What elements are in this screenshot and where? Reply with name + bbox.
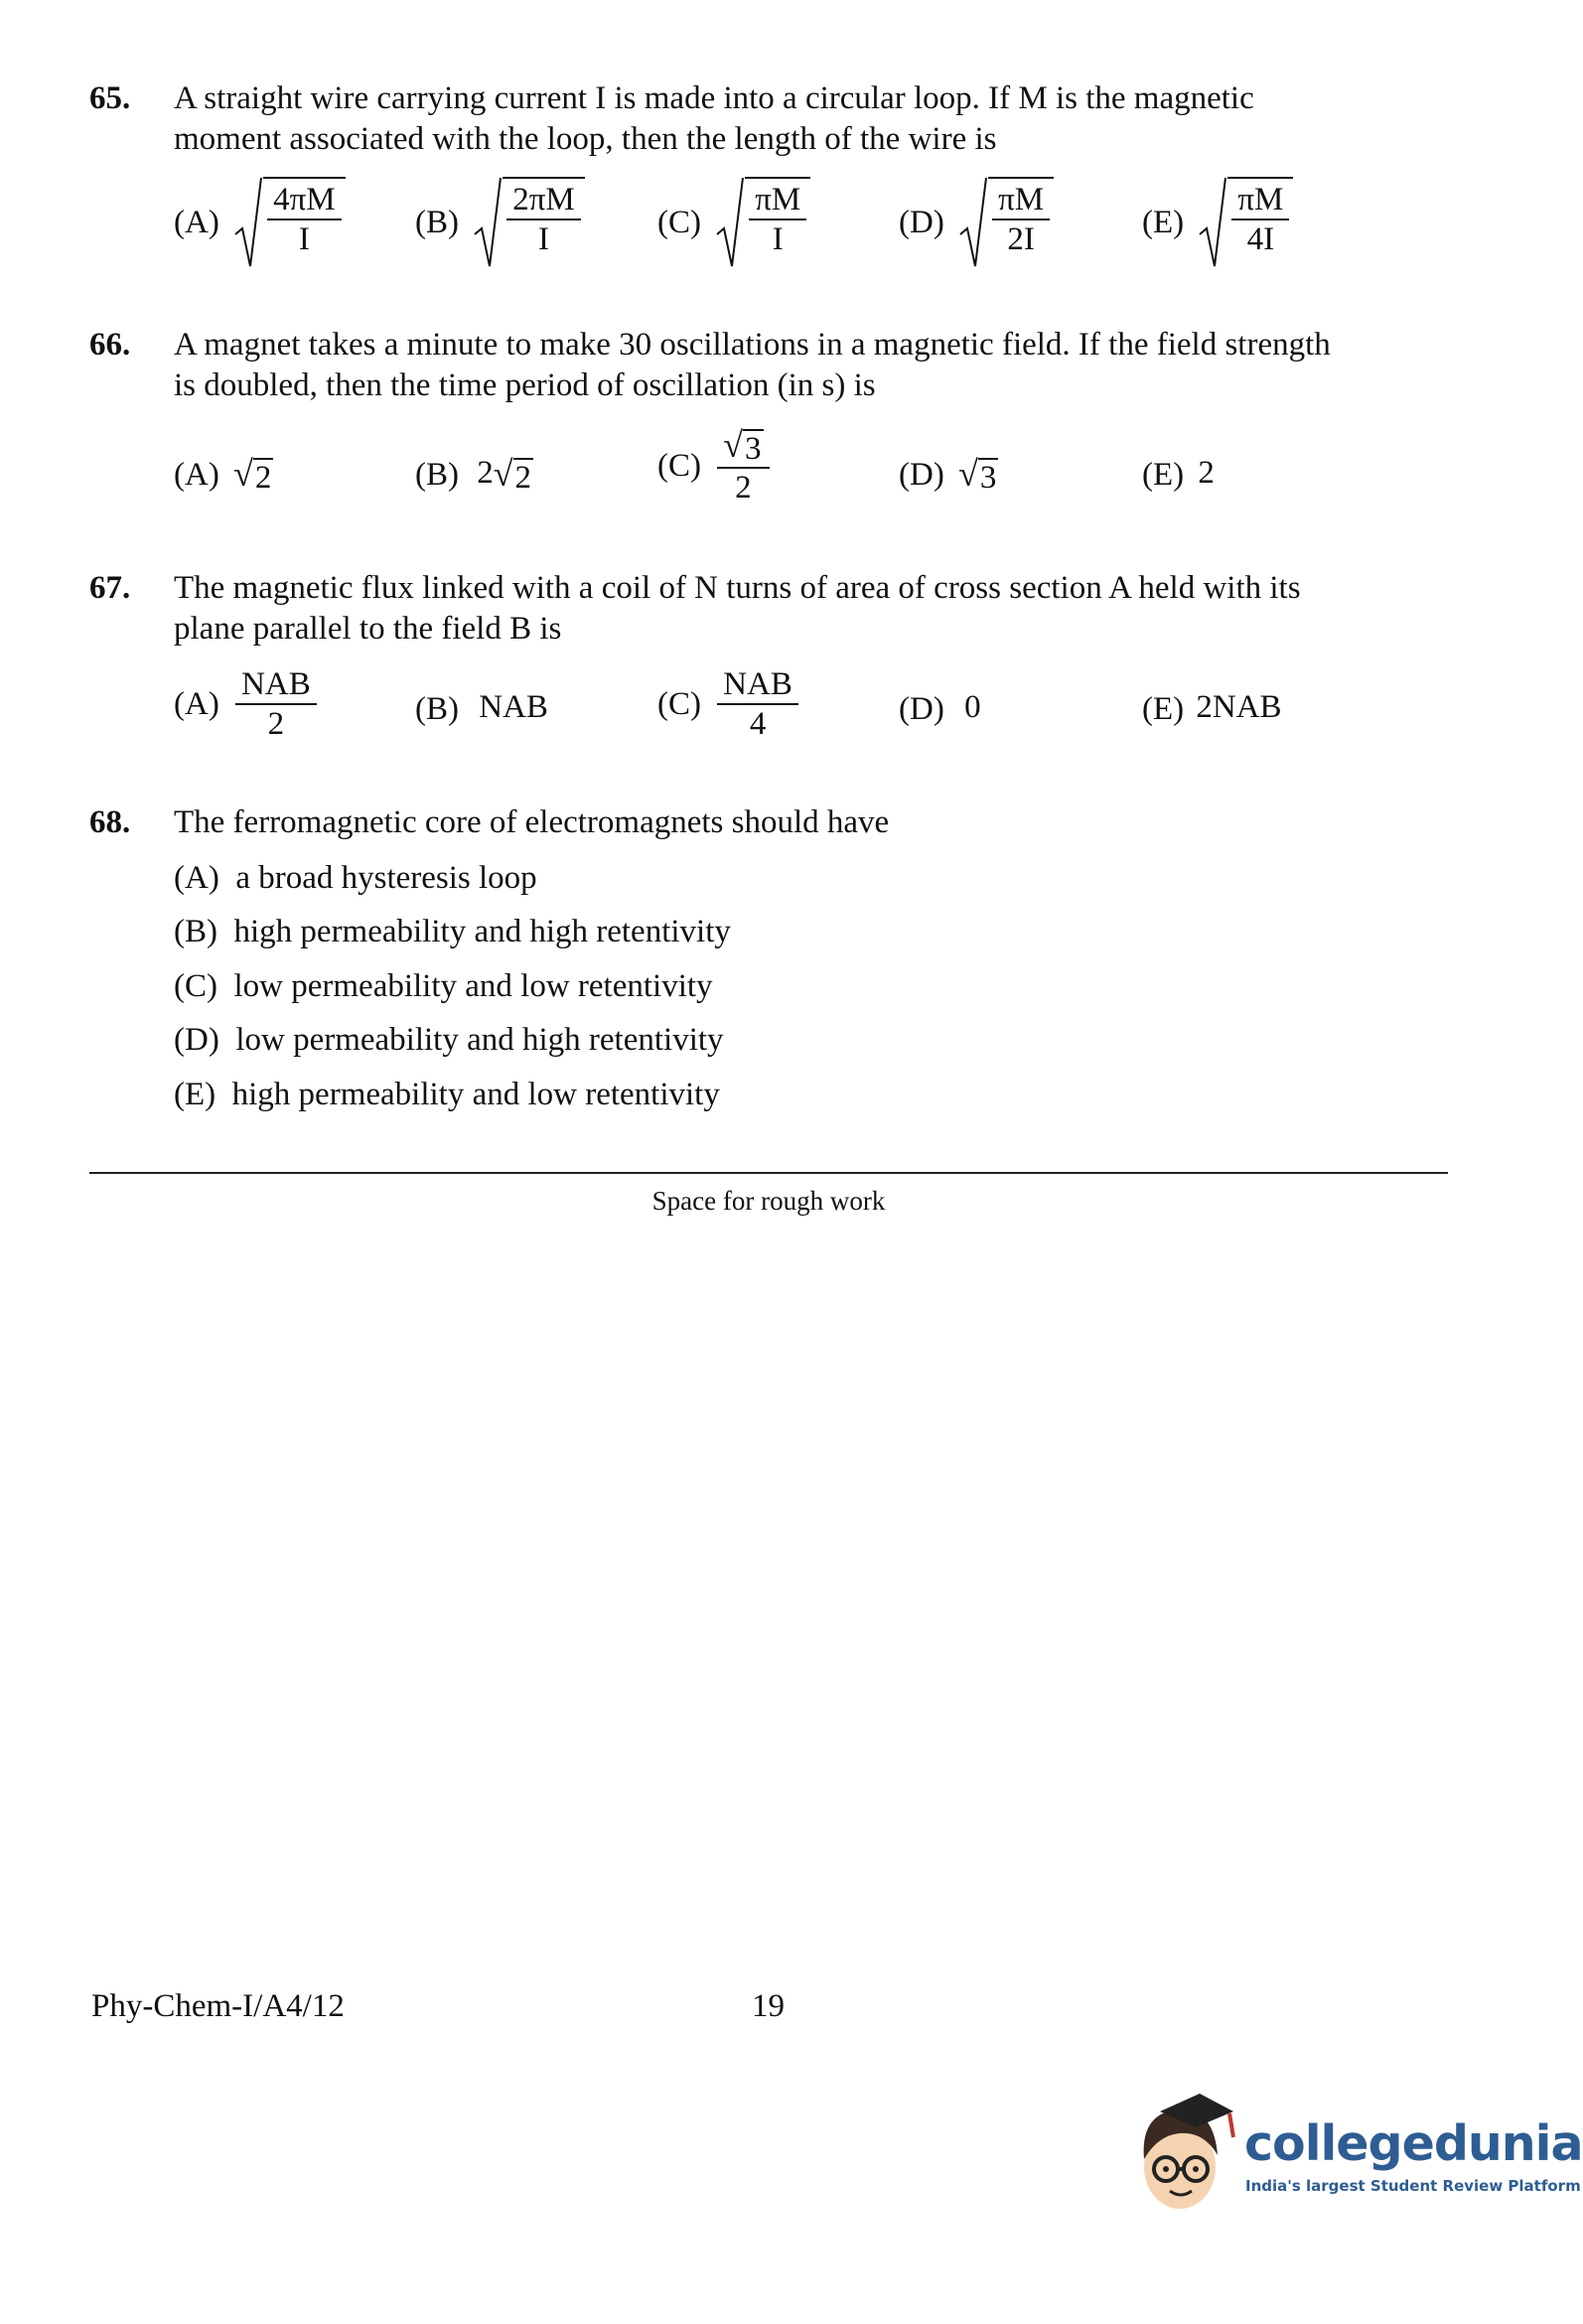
denominator: I [772, 221, 784, 257]
stem-line: The magnetic flux linked with a coil of N turns of area of cross section A held with its [174, 570, 1301, 606]
numerator: NAB [241, 666, 311, 702]
option-label: (B) [415, 691, 459, 728]
option-label: (D) [174, 1022, 219, 1058]
option-text: low permeability and low retentivity [233, 968, 713, 1004]
option-label: (A) [174, 686, 219, 722]
option-65d [899, 177, 1054, 268]
option-65e [1142, 177, 1293, 268]
option-66a [174, 453, 273, 496]
question-number: 67. [89, 570, 131, 606]
option-label: (C) [657, 686, 701, 722]
option-label: (E) [174, 1077, 216, 1112]
option-text: 2NAB [1196, 689, 1282, 725]
option-text: 0 [964, 689, 981, 725]
option-label: (A) [174, 860, 219, 896]
square-root [958, 177, 1054, 268]
square-root: √ 2 [233, 454, 272, 497]
stem-line: moment associated with the loop, then the length of the wire is [174, 121, 997, 157]
option-67b [415, 687, 548, 729]
square-root: √ 2 [493, 454, 532, 497]
question-stem [174, 325, 1445, 406]
numerator: πM [998, 182, 1045, 218]
option-text: a broad hysteresis loop [235, 860, 537, 896]
option-label: (A) [174, 457, 219, 494]
option-label: (E) [1142, 205, 1185, 240]
option-text: low permeability and high retentivity [235, 1022, 724, 1058]
square-root [473, 177, 585, 268]
option-label: (C) [657, 205, 701, 240]
option-label: (D) [899, 205, 944, 240]
option-label: (B) [415, 205, 459, 240]
option-68b [174, 912, 731, 951]
fraction [235, 665, 317, 743]
square-root [233, 177, 346, 268]
page-number: 19 [752, 1988, 785, 2024]
logo-wordmark: collegedunia [1244, 2115, 1583, 2172]
option-text: 2 [1198, 455, 1215, 491]
stem-line: A magnet takes a minute to make 30 oscillations in a magnetic field. If the field strength [174, 327, 1331, 363]
square-root: √ 3 [723, 425, 762, 468]
option-label: (C) [657, 448, 701, 485]
stem-line: The ferromagnetic core of electromagnets should have [174, 804, 890, 840]
numerator: πM [1237, 182, 1284, 218]
question-stem [174, 802, 1445, 843]
option-66e [1142, 453, 1215, 495]
denominator: 2 [735, 470, 752, 507]
option-67e [1142, 687, 1282, 729]
paper-code: Phy-Chem-I/A4/12 [91, 1988, 345, 2024]
option-65a [174, 177, 346, 268]
option-66d [899, 453, 998, 496]
square-root [715, 177, 810, 268]
option-label: (A) [174, 205, 219, 240]
option-68d [174, 1020, 724, 1060]
rough-work-label: Space for rough work [651, 1186, 886, 1216]
option-label: (B) [415, 457, 459, 494]
question-stem [174, 568, 1445, 650]
option-68e [174, 1075, 720, 1114]
option-65b [415, 177, 585, 268]
option-66b [415, 453, 533, 496]
logo-tagline: India's largest Student Review Platform [1245, 2177, 1581, 2195]
option-label: (D) [899, 457, 944, 494]
stem-line: plane parallel to the field B is [174, 611, 562, 647]
option-67a [174, 665, 317, 743]
mascot-icon [1130, 2086, 1239, 2225]
question-number: 68. [89, 804, 131, 840]
option-68a [174, 858, 537, 898]
option-label: (E) [1142, 691, 1185, 728]
option-label: (E) [1142, 457, 1185, 494]
numerator: 2πM [512, 182, 575, 218]
option-67c [657, 665, 798, 743]
option-66c [657, 425, 770, 507]
denominator: 2 [267, 706, 285, 742]
numerator: πM [755, 182, 801, 218]
fraction [717, 665, 798, 743]
fraction [717, 425, 769, 507]
denominator: 4I [1246, 221, 1275, 257]
denominator: I [538, 221, 549, 257]
question-number: 65. [89, 80, 131, 116]
question-stem [174, 78, 1445, 160]
collegedunia-logo [1130, 2086, 1583, 2225]
numerator: 4πM [273, 182, 336, 218]
option-68c [174, 966, 713, 1006]
numerator: NAB [723, 666, 792, 702]
option-65c [657, 177, 810, 268]
stem-line: is doubled, then the time period of oscillation (in s) is [174, 367, 876, 403]
section-divider [89, 1172, 1448, 1174]
stem-line: A straight wire carrying current I is made into a circular loop. If M is the magnetic [174, 80, 1254, 116]
denominator: 2I [1007, 221, 1035, 257]
coefficient: 2 [477, 455, 494, 491]
option-label: (C) [174, 968, 217, 1004]
square-root [1198, 177, 1293, 268]
square-root: √ 3 [958, 454, 997, 497]
option-text: high permeability and high retentivity [233, 914, 731, 949]
option-label: (D) [899, 691, 944, 728]
option-text: NAB [479, 689, 548, 725]
option-label: (B) [174, 914, 217, 949]
option-67d [899, 687, 981, 729]
option-text: high permeability and low retentivity [231, 1077, 720, 1112]
denominator: 4 [749, 706, 767, 742]
question-number: 66. [89, 327, 131, 363]
denominator: I [298, 221, 310, 257]
